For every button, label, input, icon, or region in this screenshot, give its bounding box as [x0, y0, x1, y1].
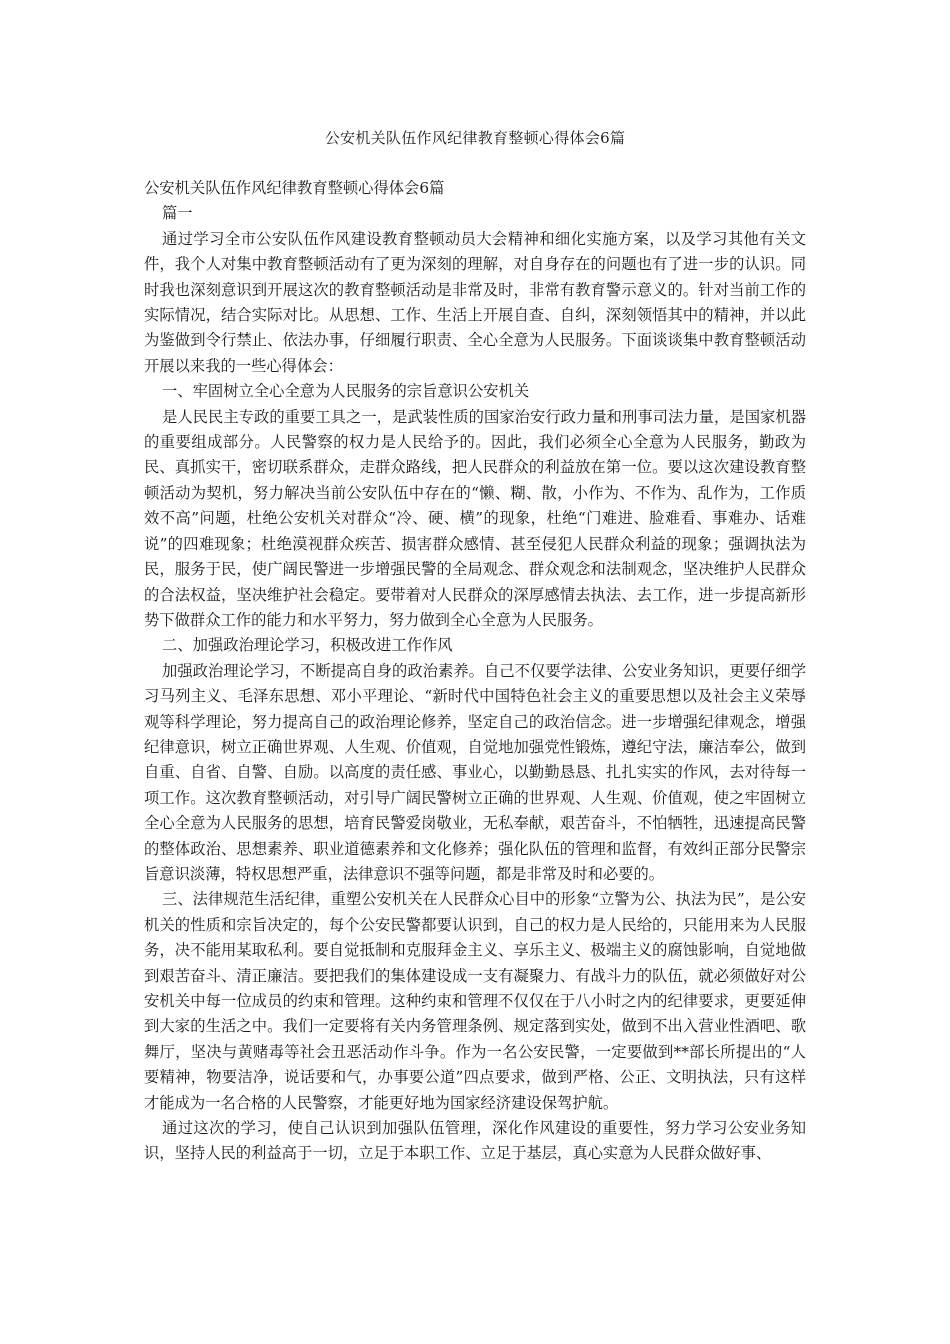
document-title: 公安机关队伍作风纪律教育整顿心得体会6篇: [324, 129, 626, 147]
paragraph-section-2: 加强政治理论学习，不断提高自身的政治素养。自己不仅要学法律、公安业务知识，更要仔细学习马列主义、毛泽东思想、邓小平理论、“新时代中国特色社会主义的重要思想以及社会主义荣辱观等科学理论，努力提高自己的政治理论修养，坚定自己的政治信念。进一步增强纪律观念，增强纪律意识，树立正确世界观、人生观、价值观，自觉地加强党性锻炼，遵纪守法，廉洁奉公，做到自重、自省、自警、自励。以高度的责任感、事业心，以勤勤恳恳、扎扎实实的作风，去对待每一项工作。这次教育整顿活动，对引导广阔民警树立正确的世界观、人生观、价值观，使之牢固树立全心全意为人民服务的思想，培育民警爱岗敬业，无私奉献，艰苦奋斗，不怕牺牲，迅速提高民警的整体政治、思想素养、职业道德素养和文化修养；强化队伍的管理和监督，有效纠正部分民警宗旨意识淡薄，特权思想严重，法律意识不强等问题，都是非常及时和必要的。: [144, 661, 806, 883]
part-label: 篇一: [162, 204, 193, 223]
paragraph-intro: 通过学习全市公安队伍作风建设教育整顿动员大会精神和细化实施方案，以及学习其他有关文件，我个人对集中教育整顿活动有了更为深刻的理解，对自身存在的问题也有了进一步的认识。同时我也深刻意识到开展这次的教育整顿活动是非常及时，非常有教育警示意义的。针对当前工作的实际情况，结合实际对比。从思想、工作、生活上开展自查、自纠，深刻领悟其中的精神，并以此为鉴做到令行禁止、依法办事，仔细履行职责、全心全意为人民服务。下面谈谈集中教育整顿活动开展以来我的一些心得体会：: [144, 229, 806, 375]
document-subtitle: 公安机关队伍作风纪律教育整顿心得体会6篇: [144, 179, 445, 197]
paragraph-conclusion: 通过这次的学习，使自己认识到加强队伍管理，深化作风建设的重要性，努力学习公安业务知识，坚持人民的利益高于一切，立足于本职工作、立足于基层，真心实意为人民群众做好事、: [144, 1119, 806, 1163]
document-body: [144, 176, 806, 1167]
paragraph-section-3: 三、法律规范生活纪律，重塑公安机关在人民群众心目中的形象“立警为公、执法为民”，是公安机关的性质和宗旨决定的，每个公安民警都要认识到，自己的权力是人民给的，只能用来为人民服务，决不能用某取私利。要自觉抵制和克服拜金主义、享乐主义、极端主义的腐蚀影响，自觉地做到艰苦奋斗、清正廉洁。要把我们的集体建设成一支有凝聚力、有战斗力的队伍，就必须做好对公安机关中每一位成员的约束和管理。这种约束和管理不仅仅在于八小时之内的纪律要求，更要延伸到大家的生活之中。我们一定要将有关内务管理条例、规定落到实处，做到不出入营业性酒吧、歌舞厅，坚决与黄赌毒等社会丑恶活动作斗争。作为一名公安民警，一定要做到**部长所提出的“人要精神，物要洁净，说话要和气，办事要公道”四点要求，做到严格、公正、文明执法，只有这样才能成为一名合格的人民警察，才能更好地为国家经济建设保驾护航。: [144, 890, 806, 1112]
paragraph-section-1: 是人民民主专政的重要工具之一，是武装性质的国家治安行政力量和刑事司法力量，是国家机器的重要组成部分。人民警察的权力是人民给予的。因此，我们必须全心全意为人民服务，勤政为民、真抓实干，密切联系群众，走群众路线，把人民群众的利益放在第一位。要以这次建设教育整顿活动为契机，努力解决当前公安队伍中存在的“懒、糊、散，小作为、不作为、乱作为，工作质效不高”问题，杜绝公安机关对群众“冷、硬、横”的现象，杜绝“门难进、脸难看、事难办、话难说”的四难现象；杜绝漠视群众疾苦、损害群众感情、甚至侵犯人民群众利益的现象；强调执法为民，服务于民，使广阔民警进一步增强民警的全局观念、群众观念和法制观念，坚决维护人民群众的合法权益，坚决维护社会稳定。要带着对人民群众的深厚感情去执法、去工作，进一步提高新形势下做群众工作的能力和水平努力，努力做到全心全意为人民服务。: [144, 407, 806, 629]
section-heading-1: 一、牢固树立全心全意为人民服务的宗旨意识公安机关: [162, 382, 530, 401]
section-heading-2: 二、加强政治理论学习，积极改进工作作风: [162, 636, 453, 655]
